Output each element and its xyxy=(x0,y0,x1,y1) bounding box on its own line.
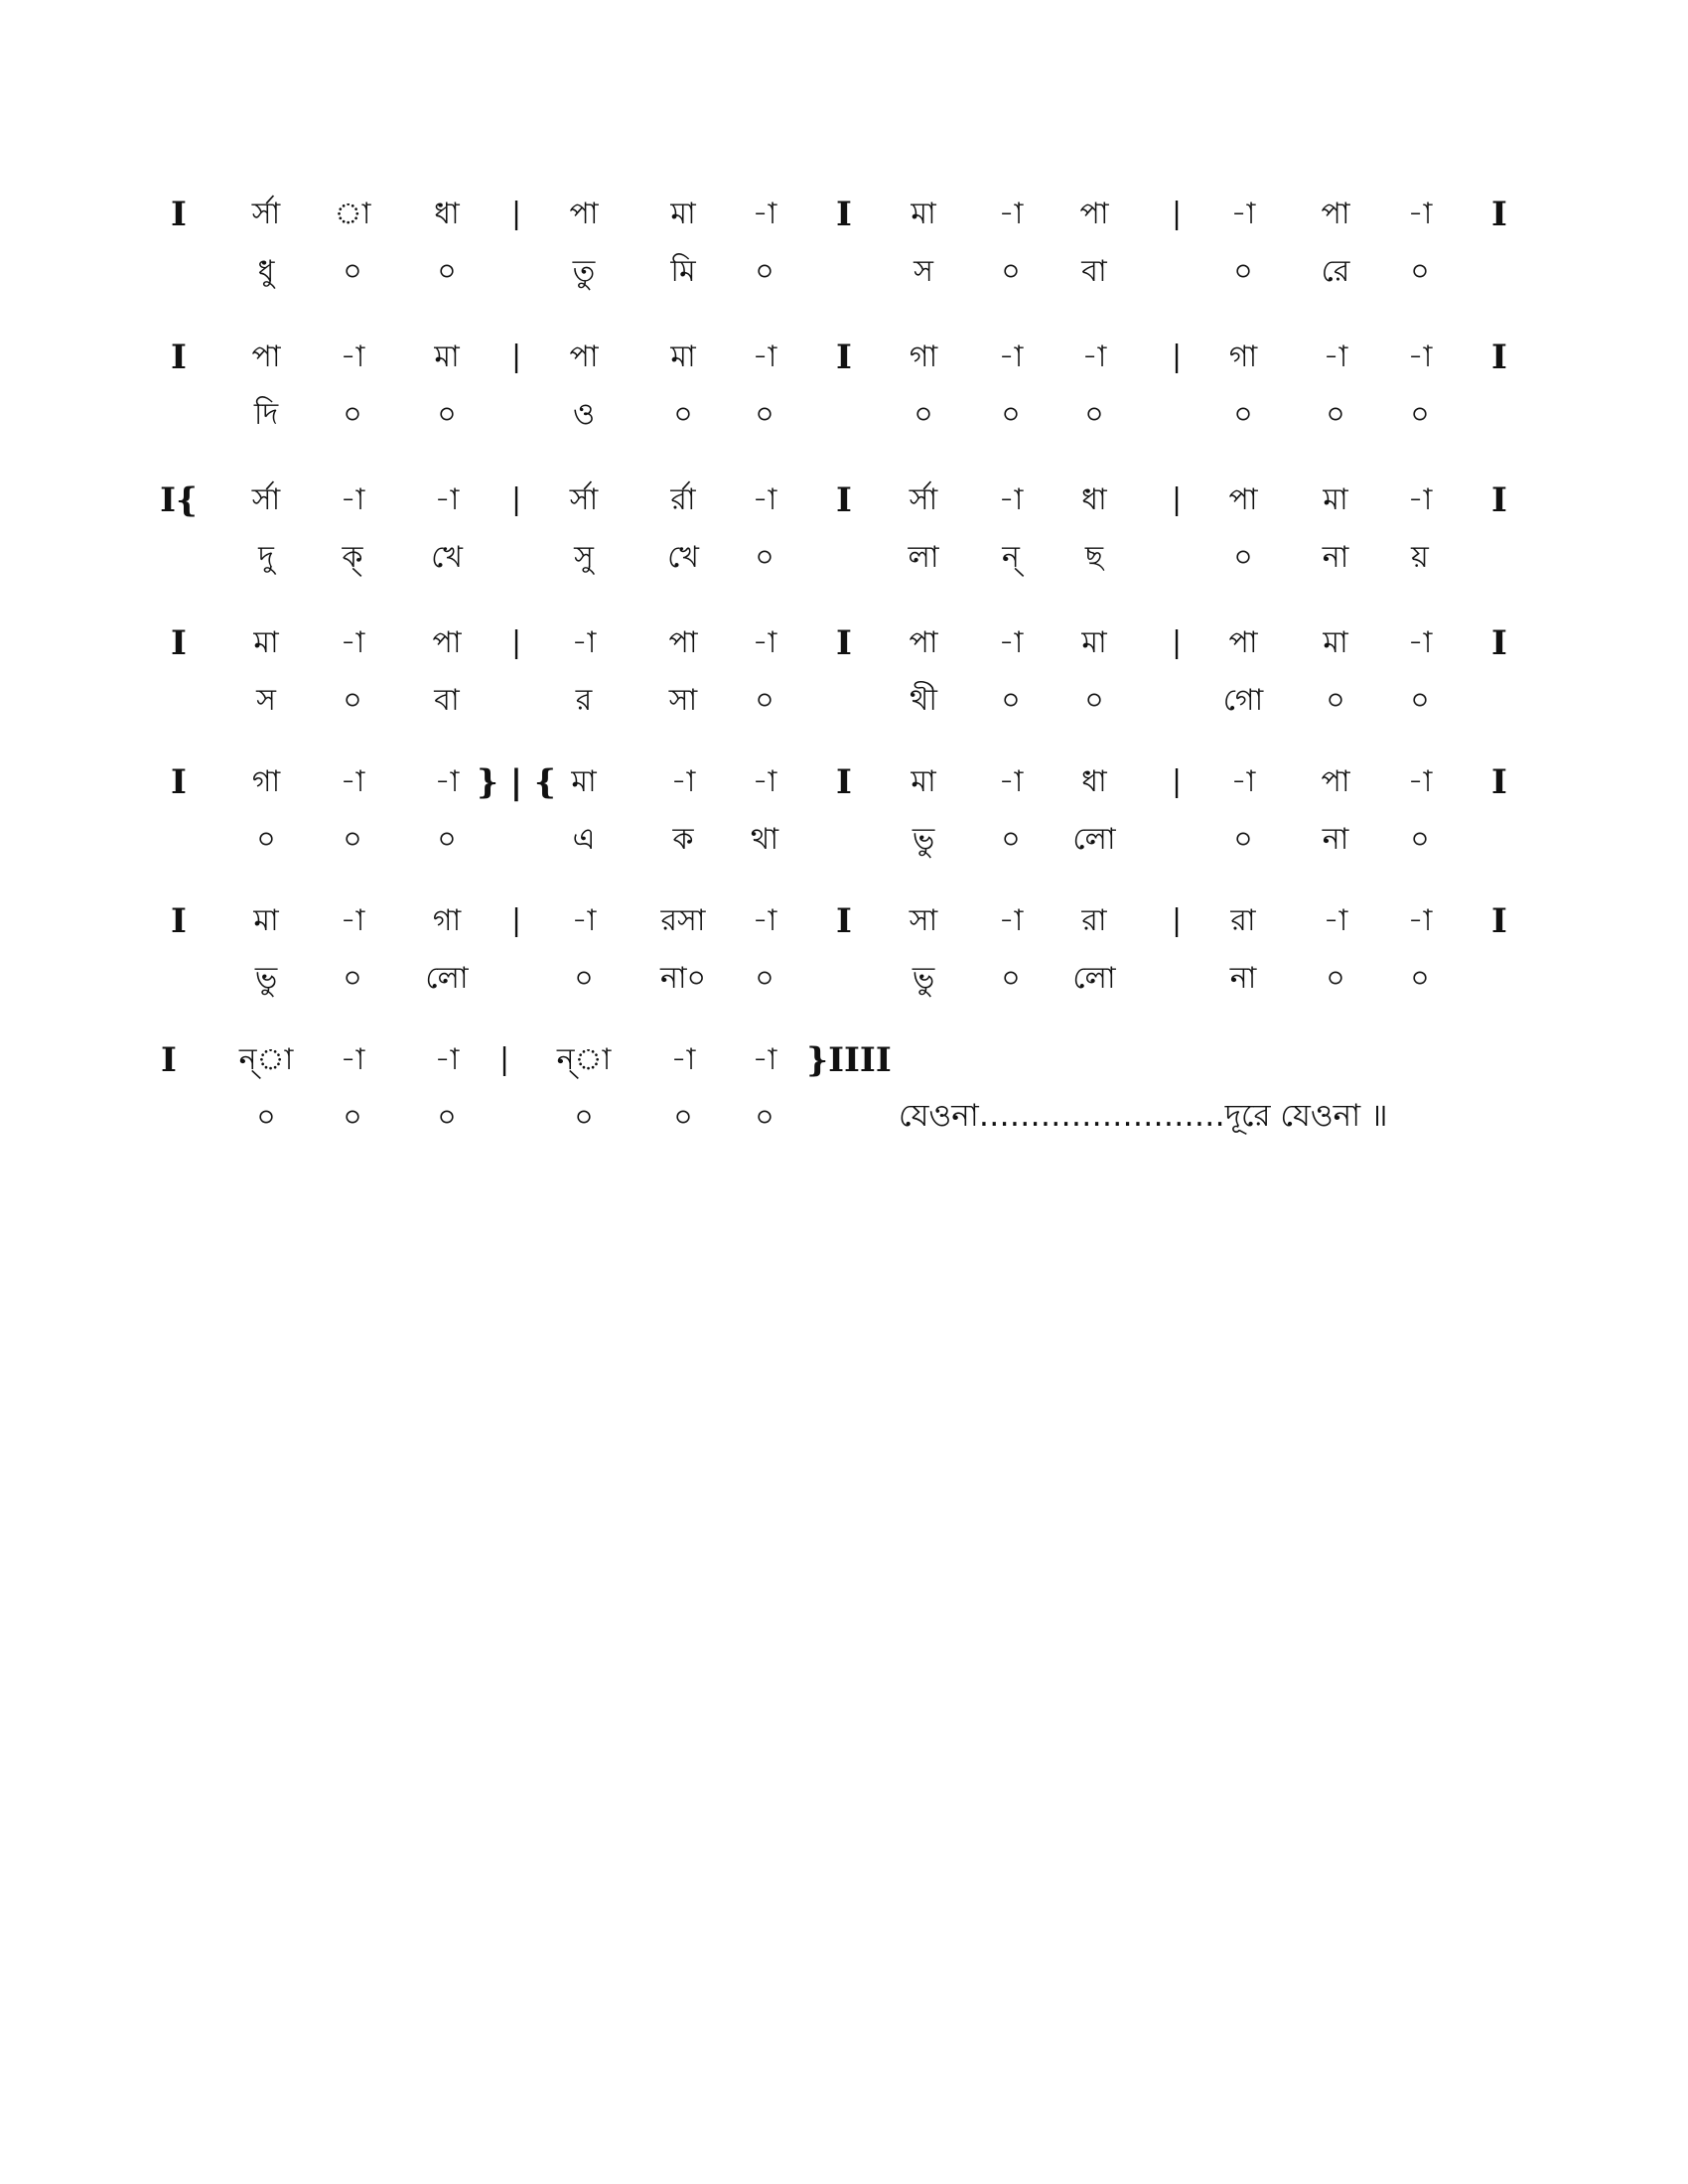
lyric-syllable: ০ xyxy=(914,397,933,432)
swara-note: পা xyxy=(251,340,281,374)
lyric-syllable: থী xyxy=(909,683,938,718)
lyric-syllable: ০ xyxy=(1001,254,1021,289)
lyric-syllable: না০ xyxy=(659,961,707,996)
lyric-syllable: য় xyxy=(1411,540,1429,575)
swara-note: র্সা xyxy=(251,197,281,231)
lyric-syllable: ০ xyxy=(1326,397,1345,432)
lyric-syllable: ক xyxy=(672,822,694,857)
swara-note: ন্া xyxy=(238,1042,294,1077)
bar-line-3-2: I xyxy=(836,623,852,663)
bar-line-2-3: | xyxy=(1171,482,1183,517)
lyric-syllable: ০ xyxy=(755,683,774,718)
swara-note: -া xyxy=(340,764,365,799)
bar-line-2-0: I{ xyxy=(160,480,198,520)
lyric-syllable: ০ xyxy=(343,254,362,289)
bar-line-2-4: I xyxy=(1491,480,1507,520)
lyric-syllable: লো xyxy=(425,961,469,996)
swara-note: পা xyxy=(1079,197,1109,231)
lyric-syllable: খে xyxy=(431,540,463,575)
swara-note: -া xyxy=(752,197,777,231)
lyric-syllable: ০ xyxy=(1410,822,1430,857)
swara-note: র্রা xyxy=(670,482,696,517)
lyric-syllable: ০ xyxy=(574,961,594,996)
lyric-syllable: লা xyxy=(908,540,939,575)
bar-line-1-2: I xyxy=(836,338,852,377)
swara-note: -া xyxy=(1323,340,1348,374)
swara-note: -া xyxy=(1407,764,1433,799)
swara-note: -া xyxy=(1407,482,1433,517)
lyric-syllable: না xyxy=(1322,540,1349,575)
swara-note: মা xyxy=(670,197,696,231)
swara-note: ধা xyxy=(1081,482,1107,517)
bar-line-1-1: | xyxy=(510,340,522,374)
swara-note: মা xyxy=(253,903,279,938)
swara-note: -া xyxy=(752,903,777,938)
swara-note: -া xyxy=(1407,197,1433,231)
lyric-syllable: বা xyxy=(434,683,460,718)
bar-line-5-1: | xyxy=(510,903,522,938)
lyric-syllable: ভু xyxy=(254,961,278,996)
lyric-syllable: লো xyxy=(1072,961,1116,996)
swara-note: -া xyxy=(998,340,1024,374)
swara-note: -া xyxy=(1407,625,1433,660)
swara-note: র্সা xyxy=(251,482,281,517)
lyric-syllable: ভু xyxy=(912,961,935,996)
lyric-syllable: ০ xyxy=(755,961,774,996)
lyric-syllable: ০ xyxy=(1410,397,1430,432)
swara-note: ধা xyxy=(1081,764,1107,799)
lyric-syllable: ক্ xyxy=(342,540,363,575)
lyric-syllable: ভু xyxy=(912,822,935,857)
swara-note: -া xyxy=(752,764,777,799)
bar-line-4-0: I xyxy=(171,762,187,802)
lyric-syllable: ০ xyxy=(1233,397,1253,432)
swara-note: -া xyxy=(752,625,777,660)
bar-line-4-3: | xyxy=(1171,764,1183,799)
bar-line-1-4: I xyxy=(1491,338,1507,377)
lyric-syllable: ০ xyxy=(755,1100,774,1135)
lyric-syllable: মি xyxy=(670,254,696,289)
lyric-syllable: তু xyxy=(572,254,596,289)
swara-note: পা xyxy=(1228,482,1258,517)
swara-note: পা xyxy=(1228,625,1258,660)
swara-note: -া xyxy=(571,625,597,660)
lyric-syllable: ০ xyxy=(343,397,362,432)
bar-line-0-1: | xyxy=(510,197,522,231)
bar-line-4-4: I xyxy=(1491,762,1507,802)
swara-note: -া xyxy=(752,1042,777,1077)
lyric-syllable: ০ xyxy=(1233,540,1253,575)
swara-note: পা xyxy=(569,197,599,231)
swara-note: গা xyxy=(251,764,281,799)
swara-note: সা xyxy=(909,903,938,938)
bar-line-5-3: | xyxy=(1171,903,1183,938)
bar-line-2-1: | xyxy=(510,482,522,517)
lyric-syllable: ০ xyxy=(673,397,693,432)
lyric-syllable: ০ xyxy=(437,822,457,857)
swara-note: -া xyxy=(340,482,365,517)
swara-note: -া xyxy=(752,482,777,517)
bar-line-6-1: | xyxy=(498,1042,510,1077)
swara-note: রা xyxy=(1081,903,1107,938)
lyric-syllable: ০ xyxy=(1084,397,1104,432)
swara-note: -া xyxy=(434,482,460,517)
swara-note: -া xyxy=(1230,764,1256,799)
lyric-syllable: ০ xyxy=(343,683,362,718)
lyric-syllable: ধু xyxy=(257,254,275,289)
lyric-syllable: না xyxy=(1229,961,1257,996)
lyric-syllable: ০ xyxy=(1233,822,1253,857)
swara-note: -া xyxy=(1407,903,1433,938)
lyric-syllable: সু xyxy=(574,540,594,575)
swara-note: গা xyxy=(432,903,462,938)
swara-note: -া xyxy=(998,197,1024,231)
lyric-syllable: দু xyxy=(258,540,274,575)
lyric-syllable: ০ xyxy=(574,1100,594,1135)
swara-note: পা xyxy=(432,625,462,660)
lyric-syllable: র xyxy=(575,683,593,718)
lyric-syllable: ০ xyxy=(437,254,457,289)
swara-note: ধা xyxy=(434,197,460,231)
swara-note: -া xyxy=(1230,197,1256,231)
swara-note: -া xyxy=(998,903,1024,938)
lyric-syllable: থা xyxy=(750,822,779,857)
swara-note: -া xyxy=(340,1042,365,1077)
lyric-syllable: ০ xyxy=(755,397,774,432)
lyric-syllable: বা xyxy=(1081,254,1107,289)
swara-note: রসা xyxy=(660,903,706,938)
lyric-syllable: ০ xyxy=(673,1100,693,1135)
lyric-syllable: স xyxy=(914,254,933,289)
swara-note: মা xyxy=(571,764,597,799)
swara-note: -া xyxy=(1081,340,1107,374)
lyric-syllable: ০ xyxy=(343,822,362,857)
swara-note: -া xyxy=(670,764,696,799)
lyric-syllable: ০ xyxy=(1410,683,1430,718)
lyric-syllable: ০ xyxy=(1001,683,1021,718)
bar-line-0-4: I xyxy=(1491,195,1507,234)
lyric-syllable: ০ xyxy=(1001,397,1021,432)
lyric-syllable: স xyxy=(256,683,276,718)
lyric-syllable: রে xyxy=(1321,254,1350,289)
swara-note: মা xyxy=(1081,625,1107,660)
lyric-syllable: ও xyxy=(572,397,596,432)
swara-note: মা xyxy=(911,764,936,799)
ending-lyric: যেওনা……………………দূরে যেওনা ॥ xyxy=(899,1098,1388,1134)
bar-line-6-2: }IIII xyxy=(806,1040,892,1080)
swara-note: -া xyxy=(434,1042,460,1077)
swara-note: -া xyxy=(571,903,597,938)
swara-note: া xyxy=(334,197,371,231)
lyric-syllable: ০ xyxy=(256,822,276,857)
bar-line-5-4: I xyxy=(1491,901,1507,941)
swara-note: -া xyxy=(752,340,777,374)
bar-line-2-2: I xyxy=(836,480,852,520)
swara-note: -া xyxy=(670,1042,696,1077)
lyric-syllable: ০ xyxy=(1001,822,1021,857)
lyric-syllable: ০ xyxy=(1326,961,1345,996)
lyric-syllable: ০ xyxy=(1410,254,1430,289)
swara-note: গা xyxy=(1228,340,1258,374)
bar-line-3-0: I xyxy=(171,623,187,663)
lyric-syllable: ০ xyxy=(343,1100,362,1135)
swara-note: মা xyxy=(253,625,279,660)
bar-line-4-2: I xyxy=(836,762,852,802)
swara-note: -া xyxy=(998,625,1024,660)
bar-line-6-0: I xyxy=(161,1040,177,1080)
lyric-syllable: ০ xyxy=(1326,683,1345,718)
swara-note: ন্া xyxy=(556,1042,612,1077)
lyric-syllable: গো xyxy=(1222,683,1264,718)
swara-note: র্সা xyxy=(569,482,599,517)
lyric-syllable: ০ xyxy=(437,1100,457,1135)
lyric-syllable: ০ xyxy=(1233,254,1253,289)
swara-note: মা xyxy=(911,197,936,231)
bar-line-0-3: | xyxy=(1171,197,1183,231)
swara-note: -া xyxy=(340,625,365,660)
lyric-syllable: ০ xyxy=(1001,961,1021,996)
bar-line-3-1: | xyxy=(510,625,522,660)
lyric-syllable: ০ xyxy=(755,540,774,575)
bar-line-0-0: I xyxy=(171,195,187,234)
bar-line-4-1: } | { xyxy=(477,762,556,802)
lyric-syllable: সা xyxy=(668,683,698,718)
lyric-syllable: ০ xyxy=(256,1100,276,1135)
swara-note: মা xyxy=(1323,482,1348,517)
lyric-syllable: ছ xyxy=(1084,540,1104,575)
swara-note: পা xyxy=(1321,197,1350,231)
swara-note: -া xyxy=(340,340,365,374)
swara-note: -া xyxy=(1323,903,1348,938)
swara-note: -া xyxy=(998,764,1024,799)
lyric-syllable: লো xyxy=(1072,822,1116,857)
swara-note: গা xyxy=(909,340,938,374)
swara-note: পা xyxy=(909,625,938,660)
lyric-syllable: ০ xyxy=(755,254,774,289)
lyric-syllable: না xyxy=(1322,822,1349,857)
bar-line-0-2: I xyxy=(836,195,852,234)
lyric-syllable: ০ xyxy=(1084,683,1104,718)
lyric-syllable: ০ xyxy=(1410,961,1430,996)
lyric-syllable: ন্ xyxy=(1002,540,1020,575)
swara-note: মা xyxy=(434,340,460,374)
swara-note: মা xyxy=(670,340,696,374)
bar-line-5-0: I xyxy=(171,901,187,941)
swara-note: রা xyxy=(1230,903,1256,938)
swara-note: র্সা xyxy=(909,482,938,517)
swara-note: -া xyxy=(340,903,365,938)
swara-note: পা xyxy=(668,625,698,660)
swara-note: -া xyxy=(1407,340,1433,374)
bar-line-5-2: I xyxy=(836,901,852,941)
lyric-syllable: এ xyxy=(572,822,596,857)
bar-line-3-3: | xyxy=(1171,625,1183,660)
lyric-syllable: ০ xyxy=(437,397,457,432)
swara-note: পা xyxy=(1321,764,1350,799)
swara-note: -া xyxy=(434,764,460,799)
swara-note: মা xyxy=(1323,625,1348,660)
lyric-syllable: দি xyxy=(253,397,279,432)
bar-line-3-4: I xyxy=(1491,623,1507,663)
bar-line-1-0: I xyxy=(171,338,187,377)
swara-note: -া xyxy=(998,482,1024,517)
bar-line-1-3: | xyxy=(1171,340,1183,374)
swara-note: পা xyxy=(569,340,599,374)
lyric-syllable: খে xyxy=(667,540,699,575)
lyric-syllable: ০ xyxy=(343,961,362,996)
